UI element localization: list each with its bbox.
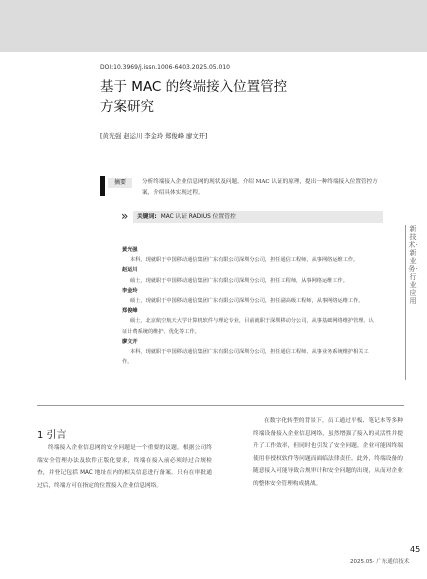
title-line-1: 基于 MAC 的终端接入位置管控 (100, 79, 288, 95)
article-title (100, 77, 287, 117)
bio-desc: 本科，现就职于中国移动通信集团广东有限公司深圳分公司，担任通信工程师，从事业务系统维护相关工作。 (122, 349, 369, 366)
keywords-label: 关键词: (137, 214, 157, 220)
side-label-text: 新技术·新业务·行业应用 (408, 225, 418, 305)
intro-heading: 1 引言 (37, 430, 67, 441)
body-column-left: 终端接入企业信息网的安全问题是一个重要的议题。根据公司终端安全管理办法及软件正版化要求，终端在接入前必须经过合规检查，并登记包括 MAC 地址在内的相关信息进行备案。只有在审批通过后，终端方可在指定的位置接入企业信息网络。 (37, 445, 212, 489)
header-band (0, 0, 427, 52)
abstract-label: 摘要 (108, 178, 132, 188)
bio-item (122, 286, 377, 306)
body-column-right: 在数字化转型的背景下，员工通过平板、笔记本等多种终端设备接入企业信息网络，虽然增强了接入的灵活性并提升了工作效率，但同时也引发了安全问题。企业可能因终端使用非授权软件等问题而面临法律责任。此外，终端设备的随意接入可能导致合规审计和安全问题的出现，从而对企业的整体安全管理构成挑战。 (253, 418, 403, 487)
doi-line: DOI:10.3969/j.issn.1006-6403.2025.05.010 (100, 64, 230, 71)
bio-name: 廖文开 (122, 338, 138, 345)
double-chevron-icon: » (121, 209, 129, 223)
section-divider (37, 405, 404, 406)
keywords-text: MAC 认证 RADIUS 位置管控 (160, 214, 236, 220)
bio-item (122, 265, 377, 285)
bio-item (122, 337, 377, 368)
bio-name: 黄光强 (122, 247, 138, 253)
bio-desc: 硕士，现就职于中国移动通信集团广东有限公司深圳分公司，担任副高级工程师，从事网络运维工作。 (130, 298, 364, 305)
bio-item (122, 306, 377, 337)
journal-footer: 2025.05· 广东通信技术 (350, 559, 410, 565)
bio-item (122, 245, 377, 265)
bio-name: 郑俊峰 (122, 308, 138, 315)
bio-desc: 硕士，现就职于中国移动通信集团广东有限公司深圳分公司，担任工程师，从事网络运维工作。 (130, 277, 348, 284)
authors-line: [黄光强 赵运川 李金玲 郑俊峰 廖文开] (100, 133, 208, 140)
bio-name: 李金玲 (122, 287, 138, 294)
abstract-text: 分析终端接入企业信息网的现状及问题，介绍 MAC 认证的原理，提出一种终端接入位置管控方案，介绍具体实现过程。 (142, 179, 378, 196)
title-line-2: 方案研究 (100, 99, 154, 115)
author-bios (122, 245, 377, 367)
bio-name: 赵运川 (122, 267, 138, 274)
page-number: 45 (410, 545, 421, 554)
keywords-bar (133, 211, 383, 223)
side-rule (405, 225, 406, 380)
bio-desc: 硕士，北京航空航天大学计算机软件与理论专业，目前就职于深圳移动分公司，从事基础网络维护管理、认证计费系统的维护、优化等工作。 (122, 318, 374, 335)
abstract-marker (100, 176, 105, 196)
bio-desc: 本科，现就职于中国移动通信集团广东有限公司深圳分公司，担任通信工程师，从事网络运维工作。 (130, 257, 359, 264)
